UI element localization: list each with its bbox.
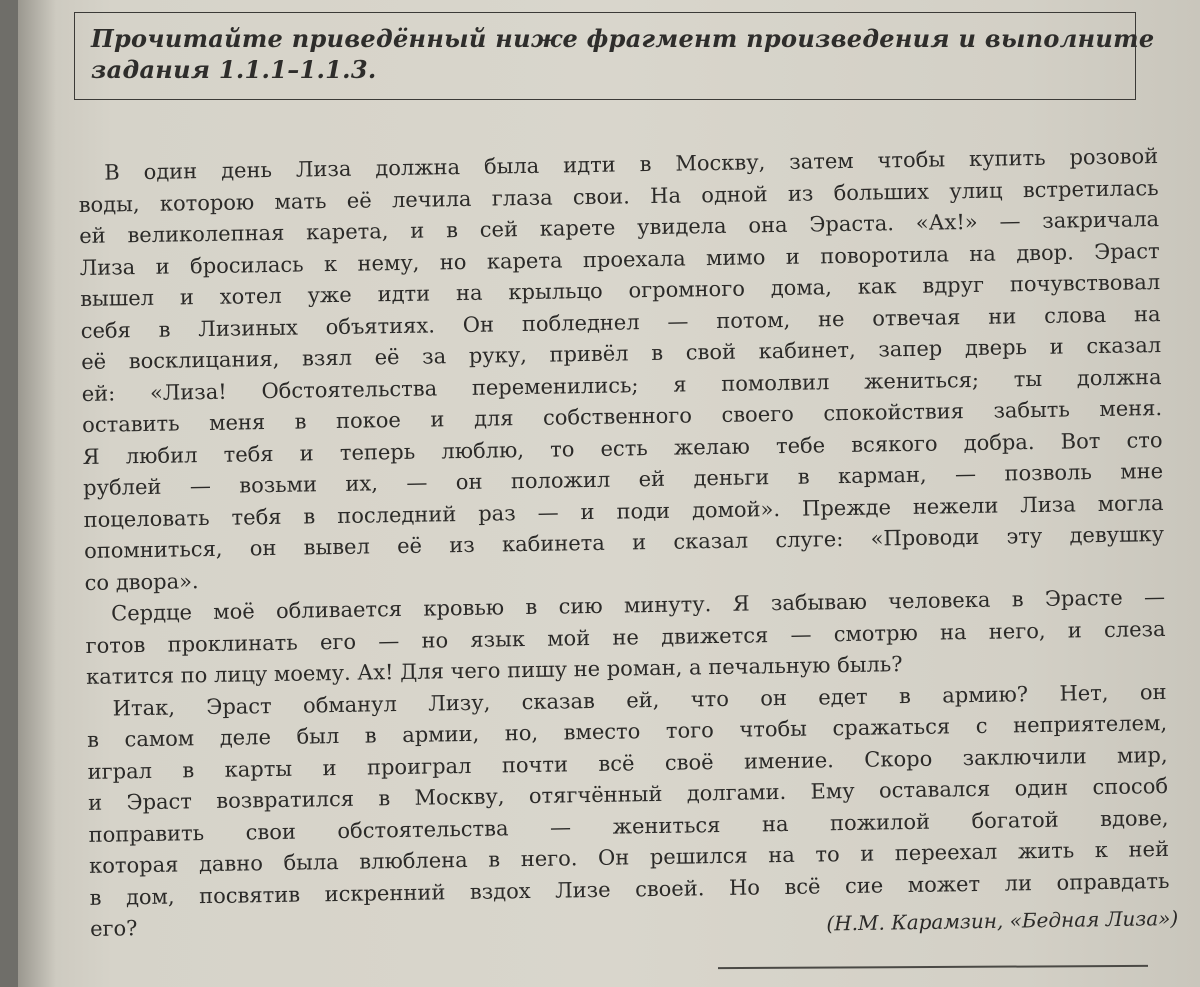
passage-line: в самом деле был в армии, но, вместо того чтобы сражаться с неприятелем, [86, 710, 1168, 752]
passage-line: ей: «Лиза! Обстоятельства переменились; я помолвил жениться; ты должна [81, 364, 1162, 406]
passage-line: воды, которою мать её лечила глаза свои. На одной из больших улиц встретилась [78, 175, 1159, 217]
passage-line: В один день Лиза должна была идти в Москву, затем чтобы купить розовой [104, 144, 1159, 185]
passage-line: Лиза и бросилась к нему, но карета проехала мимо и поворотила на двор. Эраст [79, 238, 1160, 280]
passage-line: рублей — возьми их, — он положил ей деньги в карман, — позволь мне [82, 458, 1164, 500]
passage-line: в дом, посвятив искренний вздох Лизе своей. Но всё сие может ли оправдать [89, 868, 1170, 910]
passage-line: готов проклинать его — но язык мой не движется — смотрю на него, и слеза [85, 616, 1166, 658]
bottom-divider [718, 965, 1148, 969]
passage-line: себя в Лизиных объятиях. Он побледнел — потом, не отвечая ни слова на [80, 301, 1161, 343]
passage-line: оставить меня в покое и для собственного своего спокойствия забыть меня. [82, 396, 1163, 437]
instruction-line: задания 1.1.1–1.1.3. [91, 55, 377, 84]
passage-line: и Эраст возвратился в Москву, отягчённый долгами. Ему оставался один способ [87, 773, 1169, 815]
passage-line: ей великолепная карета, и в сей карете увидела она Эраста. «Ах!» — закричала [79, 207, 1160, 248]
passage-line: катится по лицу моему. Ах! Для чего пишу не роман, а печальную быль? [85, 652, 903, 689]
book-page [18, 0, 1200, 987]
passage-line: вышел и хотел уже идти на крыльцо огромного дома, как вдруг почувствовал [80, 270, 1161, 311]
passage-line: поправить свои обстоятельства — жениться на пожилой богатой вдове, [88, 805, 1169, 847]
source-attribution: (Н.М. Карамзин, «Бедная Лиза») [826, 906, 1179, 936]
passage-line: играл в карты и проиграл почти всё своё имение. Скоро заключили мир, [87, 742, 1168, 784]
passage-line: которая давно была влюблена в него. Он решился на то и переехал жить к ней [88, 836, 1170, 878]
literary-passage [78, 141, 1170, 945]
passage-line: её восклицания, взял её за руку, привёл в свой кабинет, запер дверь и сказал [81, 333, 1162, 374]
passage-line: его? [89, 916, 138, 941]
passage-line: Я любил тебя и теперь люблю, то есть желаю тебе всякого добра. Вот сто [82, 427, 1163, 469]
passage-line: поцеловать тебя в последний раз — и поди домой». Прежде нежели Лиза могла [83, 490, 1164, 532]
passage-line: со двора». [84, 568, 199, 595]
book-spine-shadow [18, 0, 56, 987]
passage-line: Сердце моё обливается кровью в сию минуту. Я забываю человека в Эрасте — [110, 584, 1166, 626]
instruction-line: Прочитайте приведённый ниже фрагмент произведения и выполните [91, 24, 1155, 53]
passage-line: опомниться, он вывел её из кабинета и сказал слуге: «Проводи эту девушку [83, 521, 1165, 563]
task-instruction-box [74, 12, 1155, 100]
passage-line: Итак, Эраст обманул Лизу, сказав ей, что он едет в армию? Нет, он [112, 679, 1167, 721]
